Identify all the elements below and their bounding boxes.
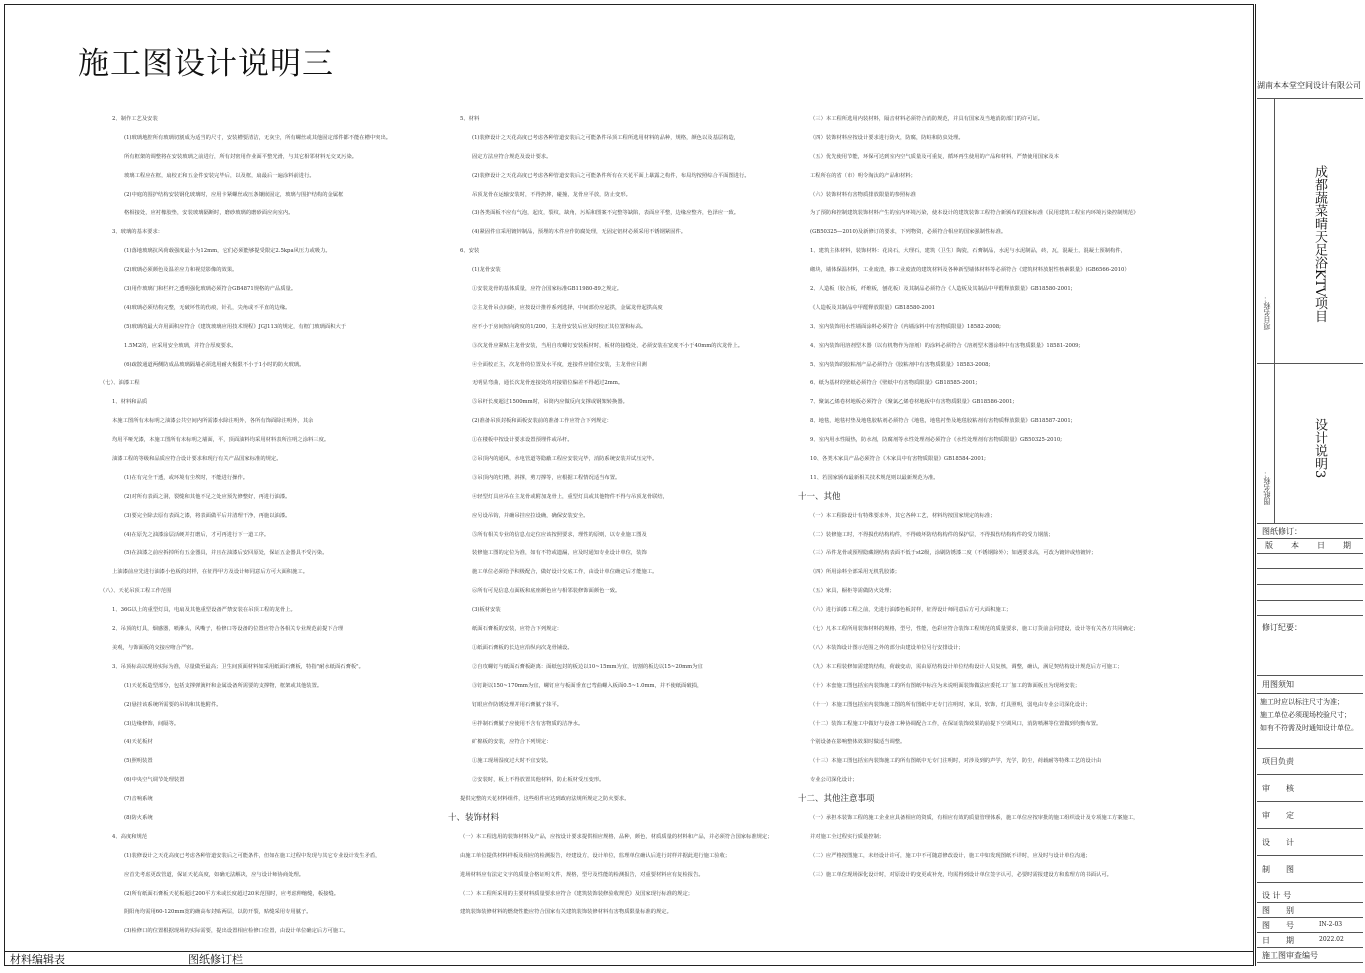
- revision-header: 版: [1265, 541, 1273, 550]
- note-line: ①纸面石膏板的长边应沿纵向次龙骨铺设。: [472, 644, 573, 651]
- note-line: 纸面石膏板的安装，应符合下列规定：: [472, 626, 563, 633]
- note-line: （三）施工单位现场深化设计时，对原设计的变更或补充，均需得到设计单位签字认可，必要时需报建设方和监理方的书面认可。: [810, 871, 1112, 878]
- note-line: （八）、天花吊顶工程工作范围: [100, 588, 172, 595]
- revision-header: 期: [1343, 541, 1351, 550]
- meta-row: [1257, 888, 1363, 903]
- meta-row: [1257, 918, 1363, 933]
- note-line: (1)装修设计之天花高度已考虑各种管道安装后之可能条件吊顶工程所选用材料的品种，规格，颜色以及基层构造，: [472, 134, 740, 141]
- note-line: （七）凡本工程所用装饰材料的规格，型号，性能，色彩应符合装饰工程规范的质量要求，施工订货前会同建设，设计等有关各方共同确定；: [810, 626, 1139, 633]
- note-line: ⑥所有可见信息点面板和底座颜色应与相邻装修饰面颜色一致。: [472, 588, 621, 595]
- meta-rows: [1257, 888, 1363, 963]
- note-line: (4)玻璃必须结构完整，无破坏性的伤痕，针孔，尖角或不平直的边缘。: [124, 304, 291, 311]
- note-line: 6、安装: [460, 248, 480, 255]
- note-line: ③次龙骨应紧贴主龙骨安装，当用自攻螺钉安装板材时，板材的接缝处，必须安装在宽度不小于40mm的次龙骨上。: [472, 342, 744, 349]
- note-line: (2)准备吊顶封板和面板安装前的准备工作应符合下列规定：: [472, 418, 612, 425]
- note-line: (1)天花板造型部分，包括支撑弹簧杆和金属设备所需要的支撑物，框架或其他装置。: [124, 682, 323, 689]
- note-line: 矿棉板的安装，应符合下列规定：: [472, 739, 552, 746]
- note-line: 5、室内装饰的胶粘剂产品必须符合《胶粘剂中有害物质限量》18583-2008;: [810, 361, 991, 368]
- note-line: 玻璃工程应在框，扇校正和五金件安装完毕后，以及框，扇最后一遍涂料前进行。: [124, 172, 315, 179]
- note-line: 为了预防和控制建筑装饰材料产生的室内环境污染，使本设计的建筑装饰工程符合新颁布的国家标准《民用建筑工程室内环境污染控制规范》: [810, 210, 1139, 217]
- note-line: (1)在有完全干透，或环境有尘埃时，不能进行操作。: [124, 474, 249, 481]
- note-line: 装修施工图的定位为准，如有不符或遗漏，应及时通知专业设计单位，装饰: [472, 550, 647, 557]
- note-line: (4)紧固件宜采用镀锌制品，预埋的木件应作防腐处理，无固定铝材必须采用不锈钢紧固件。: [472, 229, 687, 236]
- meta-row: [1257, 933, 1363, 948]
- note-line: ②吊顶内的通风，水电管道等隐蔽工程应安装完毕，消防系统安装并试压完毕。: [472, 456, 658, 463]
- note-line: (3)板材安装: [472, 607, 501, 614]
- revision-headers: [1257, 540, 1363, 552]
- notes-column-1: [100, 110, 445, 941]
- note-line: (1)落地玻璃抗风荷载强度最小为12mm，它们必须能够提受限定2.5kpa风压力或吸力。: [124, 248, 331, 255]
- note-line: 4、高度和规范: [112, 833, 148, 840]
- note-line: （二）应严格按图施工，未经设计许可，施工中不可随意修改设计，施工中如发现图纸不详时，应及时与设计单位沟通；: [810, 852, 1091, 859]
- note-line: 2、吊顶的灯具，烟感器，喷淋头，风嘴子，检修口等设备的位置应符合各相关专业规范前提下合理: [112, 626, 344, 633]
- note-line: （一）承担本装饰工程的施工企业应具备相应的资质，有相应有效的质量管理体系，施工单位应按审批的施工组织设计及专项施工方案施工，: [810, 814, 1139, 821]
- note-line: 均用平哑光漆，本施工图所有未标明之墙面，平，顶面油料均采用材料表所注明之涂料三度。: [112, 437, 330, 444]
- note-line: 个别设备在影响整体效果时做适当调整。: [810, 739, 906, 746]
- usage-line: 如有不符需及时通知设计单位。: [1260, 724, 1358, 732]
- note-line: （四）装饰材料应按设计要求进行防火，防腐，防蛀和防虫处理。: [810, 134, 964, 141]
- note-line: 应首先考虑更改管道，保证天花高度，如确无法解决，应与设计师协商处理。: [124, 871, 305, 878]
- note-line: (7)音响系统: [124, 796, 153, 803]
- note-line: 10、各类木家具产品必须符合《木家具中有害物质限量》GB18584-2001;: [810, 456, 986, 463]
- note-line: （七）、油漆工程: [100, 380, 140, 387]
- note-line: （十三）本施工图包括室内装饰施工的所有图纸中无专门注明时，对涉及到的声学，光学，防尘，荷载耐等特殊工艺的设计由: [810, 758, 1102, 765]
- section-heading: 十一、其他: [798, 491, 841, 502]
- note-line: 提供完整的天花材料组件，这些组件应达到政府法规所规定之防火要求。: [460, 796, 630, 803]
- note-line: （五）优先使用节能，环保可达到室内空气质量及可重复，循环再生使用的产品和材料，严禁使用国家及本: [810, 153, 1059, 160]
- note-line: 施工单位必须给予积极配合，做好设计交底工作，由设计单位确定后才能施工。: [472, 569, 658, 576]
- note-line: 1、36G以上的重型灯具，电扇及其他重型设备严禁安装在吊顶工程的龙骨上。: [112, 607, 296, 614]
- meta-label: 图 号: [1262, 921, 1294, 930]
- note-line: 本施工图所有未标明之油漆公共空间内所需漆水除注明外，各所有饰面除注明外，其余: [112, 418, 314, 425]
- note-line: ①施工现场湿度过大时不宜安装。: [472, 758, 552, 765]
- drawing-label: 图纸名称：: [1263, 470, 1271, 505]
- note-line: 所有框架的调整将在安装玻璃之前进行，所有封密用作业面平整光滑，与其它相邻材料无交叉污染。: [124, 153, 358, 160]
- note-line: （十二）装饰工程施工中做好与设备工种协调配合工作，在保证装饰效果的前提下空调风口，消防喷淋等位置做到均衡布置。: [810, 720, 1102, 727]
- note-line: 3、室内装饰用水性墙面涂料必须符合《内墙涂料中有害物质限量》18582-2008;: [810, 323, 1001, 330]
- note-line: （六）装饰材料有害物质排放限量的参照标准: [810, 191, 916, 198]
- role-row: 项目负责: [1257, 748, 1363, 775]
- note-line: 2、制作工艺及安装: [112, 116, 158, 122]
- usage-line: 施工单位必须现场校验尺寸；: [1260, 711, 1351, 719]
- note-line: (3)检修口的位置根据现场的实际需要，提出设置相应检修口位置，由设计单位确定后方可施工。: [124, 928, 349, 935]
- company-name: 湖南本本堂空间设计有限公司: [1257, 81, 1361, 90]
- note-line: ③钉距以150~170mm为宜，螺钉应与板面垂直已弯曲螺入板面0.5~1.0mm，并不使纸面破损，: [472, 682, 703, 689]
- meta-row: [1257, 948, 1363, 963]
- note-line: ④轻型灯具应吊在主龙骨或附加龙骨上，重型灯具或其他物件不得与吊顶龙骨联结，: [472, 493, 668, 500]
- note-line: 1、材料和品质: [112, 399, 148, 406]
- note-line: (1)玻璃地腔所有玻璃切割成为适当的尺寸，安装槽要清洁，无灰尘，所有螺丝或其他固定部件都不能在槽中突出。: [124, 134, 392, 141]
- usage-line: 施工时应以标注尺寸为准；: [1260, 698, 1344, 706]
- note-line: 7、聚氯乙烯卷材地板必须符合《聚氯乙烯卷材地板中有害物质限量》GB18586-2001;: [810, 399, 1015, 406]
- page-title: 施工图设计说明三: [78, 46, 334, 82]
- note-line: （二）装修施工时，不得损伤结构构件，不得破坏防结构构件的保护层，不得损伤结构构件的受力钢筋；: [810, 531, 1054, 538]
- note-line: 3、吊顶标高以现场实际为准，尽量做至最高；卫生间顶面材料如采用纸面石膏板，特指"耐水纸面石膏板"。: [112, 663, 364, 670]
- meta-value: 2022.02: [1319, 936, 1344, 943]
- note-line: (5)在油漆之前应拆掉所有五金器具，并且在油漆后安回原处，保证五金器具不受污染。: [124, 550, 328, 557]
- note-line: (8)防火系统: [124, 814, 153, 821]
- note-line: （三）本工程所选用内装材料，隔音材料必须符合消防规范，并具有国家及当地消防部门的许可证。: [810, 116, 1044, 122]
- role-row: 审 核: [1257, 775, 1363, 802]
- notes-column-2: [448, 110, 793, 922]
- note-line: 油漆工程的等级和品质应符合设计要求和现行有关产品国家标准的规定。: [112, 456, 282, 463]
- usage-title: 用图须知: [1262, 680, 1294, 689]
- note-line: ②安装时，板上不得放置其他材料，防止板材受压变形。: [472, 777, 605, 784]
- role-rows: [1257, 748, 1363, 883]
- meta-label: 日 期: [1262, 936, 1294, 945]
- role-row: 设 计: [1257, 829, 1363, 856]
- note-line: ⑤吊杆长度超过1500mm时，吊筒内应做反向支撑或钢架转换器。: [472, 399, 628, 406]
- revision-header: 本: [1291, 541, 1299, 550]
- note-line: （十一）本施工图包括室内装饰施工图的所有图纸中无专门注明时，家具，软饰，灯具照明，弱电由专业公司深化设计；: [810, 701, 1091, 708]
- note-line: 阴阳角均需用60-120mm宽的确高布封贴两层，以防开裂，贴缝采用专用腻子。: [124, 909, 312, 916]
- note-line: 5、材料: [460, 116, 480, 122]
- meta-row: [1257, 903, 1363, 918]
- role-row: 审 定: [1257, 802, 1363, 829]
- note-line: (2)玻璃必须颜色及温差应力和视觉影像的效果。: [124, 267, 238, 274]
- meta-label: 施工图审查编号: [1262, 951, 1318, 960]
- note-line: 《人造板及其制品中甲醛释放限量》GB18580-2001: [810, 304, 935, 311]
- note-line: （五）家具，橱柜等需做防火处理；: [810, 588, 895, 595]
- note-line: (3)用作玻璃门和栏杆之透明强化玻璃必须符合GB4871规格的产品质量。: [124, 286, 297, 293]
- note-line: 上油漆前应先进行油漆小色板的封样，在征得甲方及设计师同意后方可大面积施工。: [112, 569, 308, 576]
- usage-notes: [1260, 696, 1364, 735]
- note-line: 9、室内用水性隔热，防水剂，防腐剂等水性处理剂必须符合《水性处理剂有害物质限量》GB50325-2010;: [810, 437, 1062, 444]
- note-line: 8、地毯，地毯衬垫及地毯胶粘剂必须符合《地毯，地毯衬垫及地毯胶粘剂有害物质释放限量》GB18587-2001;: [810, 418, 1073, 425]
- section-heading: 十、装饰材料: [448, 812, 500, 823]
- note-line: (4)天花板材: [124, 739, 153, 746]
- note-line: 应另设吊钩，并确吊挂应拉设确，确保安装安全。: [472, 512, 589, 519]
- note-line: 建筑装饰装修材料的燃烧性能应符合国家有关建筑装饰装修材料有害物质限量标准的规定。: [460, 909, 672, 916]
- note-line: 1.5M2的，应采用安全玻璃，并符合厚度要求。: [124, 342, 237, 349]
- meta-label: 图 别: [1262, 906, 1294, 915]
- meta-value: IN-2-03: [1319, 921, 1343, 928]
- note-line: (4)在原先之油漆涂层活硬并打磨后，才可再进行下一道工序。: [124, 531, 270, 538]
- revision-header: 日: [1317, 541, 1325, 550]
- note-line: (1)龙骨安装: [472, 267, 501, 274]
- note-line: (6)疏散通道两侧防成品玻璃隔墙必须选用耐火极限不小于1小时的防火玻璃。: [124, 361, 305, 368]
- note-line: （六）进行油漆工程之前，先进行油漆色板封样，征得设计师同意后方可大面积施工；: [810, 607, 1012, 614]
- note-line: 由施工单位提供材料样板及相应的检测报告，经建设方，设计单位，监理单位确认后进行封样并据此进行施工验收；: [460, 852, 731, 859]
- note-line: （十）本套施工图包括室内装饰施工的所有图纸中标注为未说明面装饰做法应委托工厂加工的饰面板且为现场安装；: [810, 682, 1081, 689]
- note-line: （一）本工程选用的装饰材料及产品，应按设计要求提供相应规格，品种，颜色，材质质量的材料和产品，并必须符合国家标准规定；: [460, 833, 773, 840]
- note-line: 钉眼应作防锈处理并用石膏腻子抹平。: [472, 701, 563, 708]
- note-line: ③吊顶内的灯槽，斜撑，剪刀撑等，应根据工程情况适当布置。: [472, 474, 621, 481]
- note-line: (3)要完全除去原有表面之漆，将表面做平后并清理干净，再施以油漆。: [124, 512, 291, 519]
- note-line: ④拌制石膏腻子应使用不含有害物质的洁净水。: [472, 720, 584, 727]
- note-line: (2)悬挂该系统所需要的吊钩和其他附件。: [124, 701, 222, 708]
- note-line: (2)所有纸面石膏板天花板超过200平方米或长度超过20米范围时，应考虑伸缩缝，板接缝。: [124, 890, 340, 897]
- note-line: (5)照明装置: [124, 758, 153, 765]
- note-line: 1、建筑主体材料，装饰材料：花岗石，大理石，建筑（卫生）陶瓷，石膏制品，水泥与水泥制品，砖，瓦，混凝土，混凝土预制构件，: [810, 248, 1126, 255]
- note-line: ①在楼板中按设计要求设置预埋件或吊杆。: [472, 437, 573, 444]
- note-line: 应不小于房间短向跨度的1/200，主龙骨安装后应及时校正其位置和标高。: [472, 323, 647, 330]
- material-table-label: 材料编辑表: [10, 953, 65, 966]
- note-line: (5)玻璃的最大许用面积应符合《建筑玻璃应用技术规程》JGJ113的规定，有框门玻璃面积大于: [124, 323, 347, 330]
- note-line: ①安装龙骨的基体质量，应符合国家标准GB11980-89之规定。: [472, 286, 623, 293]
- project-name: 成都蔬菜晴天足浴KTV项目: [1312, 165, 1327, 323]
- note-line: 6、纸为基材的壁纸必须符合《壁纸中有害物质限量》GB18585-2001;: [810, 380, 978, 387]
- revision-title: 图纸修订：: [1262, 527, 1302, 536]
- note-line: 并对施工全过程实行质量控制；: [810, 833, 885, 840]
- note-line: ④全面校正主，次龙骨的位置及水平度，连接件应错位安装，主龙骨应目测: [472, 361, 647, 368]
- note-line: (6)中央空气调节处理装置: [124, 777, 185, 784]
- role-row: 制 图: [1257, 856, 1363, 883]
- note-line: 专业公司深化设计；: [810, 777, 858, 784]
- note-line: 11、若国家颁布最新相关技术规范则以最新规范为准。: [810, 474, 939, 481]
- note-line: （三）吊件龙骨或预埋隐藏钢结构表面不低于st2级，涂刷防锈漆二度（不锈钢除外）；如遇要求高，可改为镀锌或热镀锌；: [810, 550, 1097, 557]
- note-line: 砌块，墙体保温材料，工业废渣，掺工业废渣的建筑材料及各种新型墙体材料等必须符合《建筑材料放射性核素限量》(GB6566-2010）: [810, 267, 1130, 274]
- revision-bar-label: 图纸修订栏: [188, 953, 243, 966]
- note-line: ②主龙骨吊点间距，应按设计推荐系列选择，中间部份应起拱，金属龙骨起拱高度: [472, 304, 663, 311]
- note-line: 4、室内装饰用溶剂型木器（以有机物作为溶剂）的涂料必须符合《溶剂型木器涂料中有害物质限量》18581-2009;: [810, 342, 1081, 349]
- meta-label: 设 计 号: [1262, 891, 1292, 900]
- note-line: (1)装修设计之天花高度已考虑各种管道安装后之可能条件，但如在施工过程中发现与其它专业设计发生矛盾，: [124, 852, 381, 859]
- notes-column-3: [798, 110, 1238, 885]
- note-line: 进场材料应有法定文字的质量合格证明文件，规格，型号及性能的检测报告，对重要材料应有复检报告。: [460, 871, 704, 878]
- section-heading: 十二、其他注意事项: [798, 794, 875, 805]
- note-line: (2)对所有表面之洞，裂缝和其他不足之处应预先修整好，再进行油漆。: [124, 493, 291, 500]
- note-line: (3)边缘修饰，间隔等。: [124, 720, 180, 727]
- note-line: (3)各类面板不应有气泡，起皮，裂纹，缺角，污垢和图案不完整等缺陷，表面应平整，边缘应整齐，色泽应一致。: [472, 210, 740, 217]
- note-line: 格相接处，应衬橡胶垫，安装玻璃隔断时，磨砂玻璃的磨砂面应向室内。: [124, 210, 294, 217]
- note-line: （二）本工程所采用的主要材料质量要求应符合《建筑装饰装修验收规范》及国家现行标准的规定；: [460, 890, 694, 897]
- revision-note-label: 修订纪要：: [1262, 623, 1302, 632]
- note-line: 2、人造板（胶合板，纤维板，刨花板）及其制品必须符合《人造板及其制品中甲醛释放限量》GB18580-2001;: [810, 286, 1073, 293]
- note-line: (2)中庭的围护结构安装钢化玻璃时，应用卡紧螺丝或压条镶嵌固定，玻璃与围护结构的金属框: [124, 191, 344, 198]
- project-label: 项目名称：: [1263, 295, 1271, 330]
- drawing-name: 设计说明3: [1312, 418, 1327, 479]
- note-line: 美观，与饰面板的交接应吻合严密。: [112, 644, 197, 651]
- note-line: （一）本工程除设计有特殊要求外，其它各种工艺，材料均按国家规定的标准；: [810, 512, 996, 519]
- note-line: 吊顶龙骨在运输安装时，不得扔摔，碰撞，龙骨应平放，防止变形。: [472, 191, 631, 198]
- note-line: (GB50325—2010)及新修订的要求，下列物资，必须符合相应的国家强制性标准。: [810, 229, 1007, 236]
- note-line: （八）本装饰设计图示范围之外的部分由建设单位另行安排设计；: [810, 644, 964, 651]
- note-line: (2)装修设计之天花高度已考虑各种管道安装后之可能条件所有在天花平面上暴露之构件，布局均按照综合平面图进行。: [472, 172, 750, 179]
- note-line: ⑤所有相关专业的信息点定位应该按照要求，理性的原则，以专业施工图及: [472, 531, 647, 538]
- note-line: （九）本工程装修如需建筑结构，荷载变动，需由原结构设计单位结构设计人员复核，调整，确认，满足契结构设计规范后方可施工；: [810, 663, 1123, 670]
- note-line: 3、玻璃的基本要求：: [112, 229, 164, 236]
- note-line: 无明显弯曲，通长次龙骨连接处的对接错位偏差不得超过2mm。: [472, 380, 624, 387]
- note-line: （四）所用涂料全部采用无机乳胶漆；: [810, 569, 901, 576]
- note-line: 固定方法应符合规范及设计要求。: [472, 153, 552, 160]
- note-line: 工程所在的省（市）明令淘汰的产品和材料；: [810, 172, 916, 179]
- note-line: ②自攻螺钉与纸面石膏板距离：面纸包封的板边以10~15mm为宜，切割的板边以15~20mm为宜: [472, 663, 703, 670]
